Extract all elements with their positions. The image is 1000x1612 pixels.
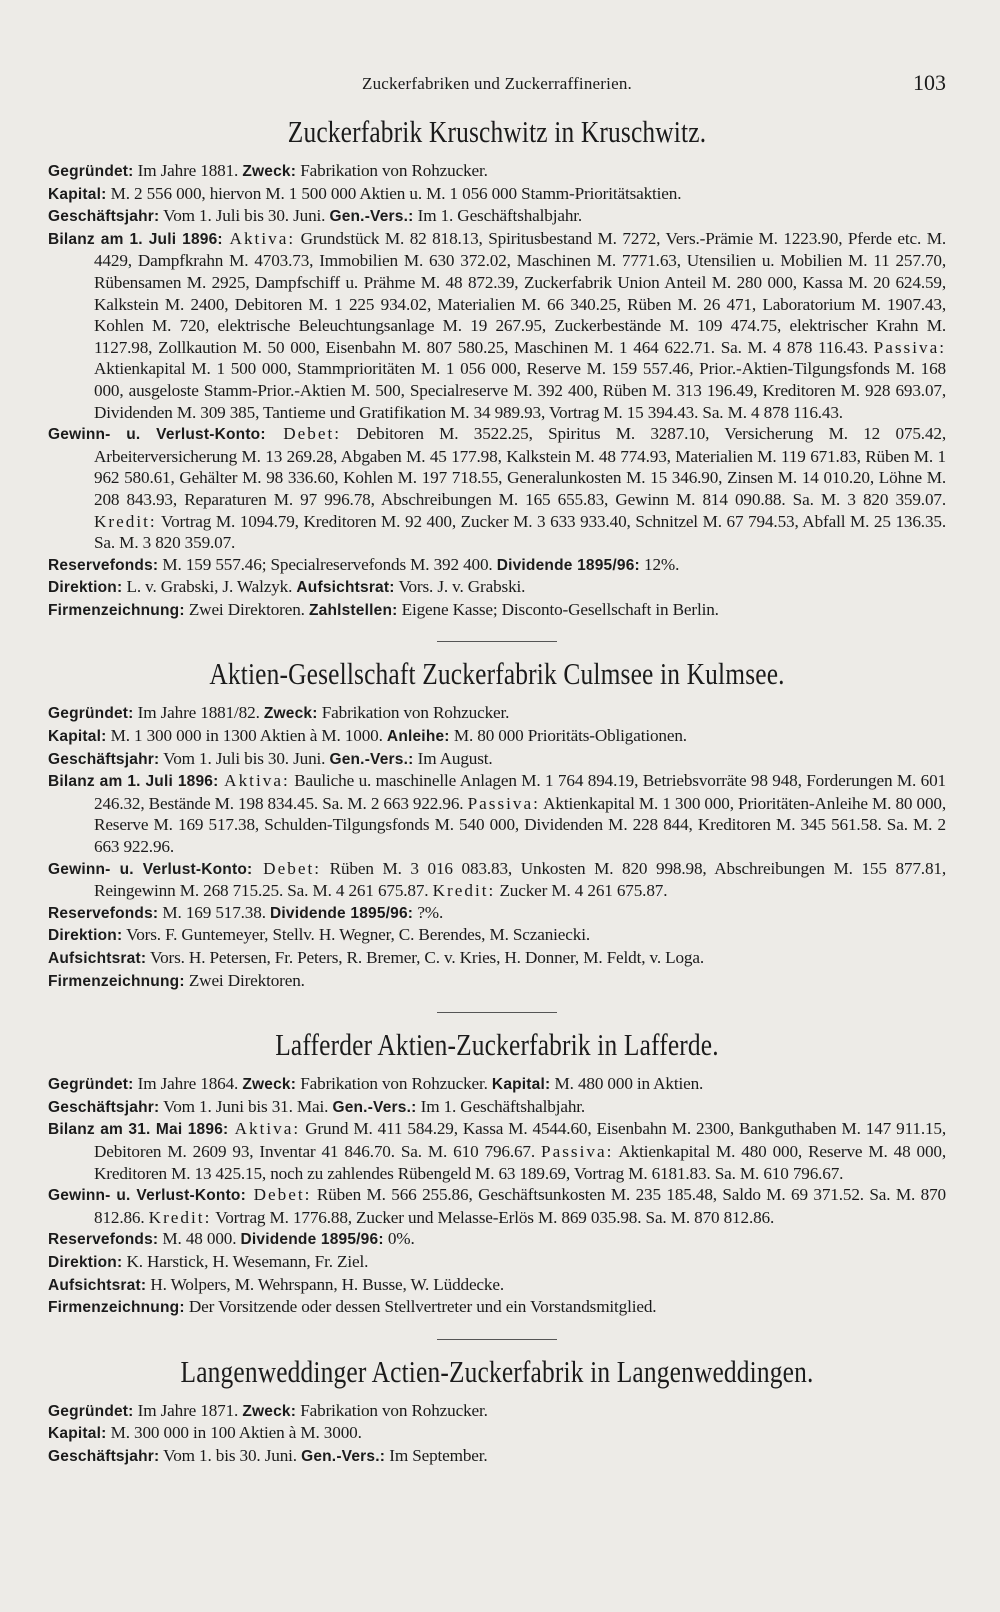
field-text: M. 80 000 Prioritäts-Obligationen. <box>449 726 687 746</box>
field-label: Zweck: <box>242 163 297 180</box>
sub-label: Debet: <box>265 424 342 444</box>
entry-paragraph <box>48 599 946 622</box>
field-text: Vors. J. v. Grabski. <box>394 577 526 597</box>
field-label: Gegründet: <box>48 1076 134 1094</box>
field-text: Zwei Direktoren. <box>184 970 305 990</box>
field-text: Im 1. Geschäftshalbjahr. <box>413 206 583 226</box>
entry-paragraph <box>48 1251 946 1274</box>
field-text: M. 300 000 in 100 Aktien à M. 3000. <box>106 1423 362 1443</box>
field-text: Fabrikation von Rohzucker. <box>296 161 488 180</box>
field-label: Kapital: <box>491 1076 551 1094</box>
entry-paragraph <box>48 160 946 183</box>
field-label: Gewinn- u. Verlust-Konto: <box>48 860 253 878</box>
sections <box>48 114 946 1468</box>
section-title: Zuckerfabrik Kruschwitz in Kruschwitz. <box>287 114 707 149</box>
entry-paragraph <box>48 554 946 577</box>
entry-paragraph <box>48 1184 946 1228</box>
field-label: Direktion: <box>48 927 123 945</box>
field-label: Gegründet: <box>48 1402 134 1420</box>
field-text: M. 48 000. <box>158 1229 241 1249</box>
field-text: Aktienkapital M. 1 500 000, Stammprioritäten M. 1 056 000, Reserve M. 159 557.46, Prior.-Aktien-Tilgungsfonds M. 168 000, ausgeloste Stamm-Prior.-Aktien M. 500, Specialreserve M. 392 400, Rüben M. 313 196.49, Kreditoren M. 928 693.07, Dividenden M. 309 385, Tantieme und Gratifikation M. 34 989.93, Vortrag M. 15 394.43. Sa. M. 4 878 116.43. <box>94 359 946 422</box>
field-text: Zwei Direktoren. <box>184 599 309 619</box>
sub-label: Aktiva: <box>222 228 296 248</box>
entry-paragraph <box>48 205 946 228</box>
field-text: 0%. <box>383 1229 415 1249</box>
field-text: Vors. F. Guntemeyer, Stellv. H. Wegner, C. Berendes, M. Sczaniecki. <box>122 925 590 945</box>
page-number: 103 <box>913 70 946 95</box>
entry-paragraph <box>48 947 946 970</box>
entry-paragraph <box>48 702 946 725</box>
field-label: Direktion: <box>48 579 123 597</box>
company-section <box>48 641 946 992</box>
field-text: Im Jahre 1881/82. <box>133 703 264 723</box>
field-label: Firmenzeichnung: <box>48 972 185 990</box>
field-label: Zweck: <box>263 705 318 723</box>
field-text: Rüben M. 566 255.86, Geschäftsunkosten M. 235 185.48, Saldo M. 69 371.52. Sa. M. 870 812.86. <box>94 1185 946 1227</box>
section-title: Langenweddinger Actien-Zuckerfabrik in Langenweddingen. <box>180 1353 814 1389</box>
field-text: Im September. <box>385 1445 488 1465</box>
entry-paragraph <box>48 858 946 902</box>
entry-paragraph <box>48 970 946 993</box>
field-label: Zweck: <box>242 1076 297 1094</box>
field-label: Reservefonds: <box>48 556 159 574</box>
field-label: Anleihe: <box>386 728 450 746</box>
field-text: M. 169 517.38. <box>158 902 270 922</box>
field-label: Aufsichtsrat: <box>48 1276 147 1294</box>
section-title: Lafferder Aktien-Zuckerfabrik in Lafferde. <box>275 1027 719 1063</box>
field-text: Bauliche u. maschinelle Anlagen M. 1 764 894.19, Betriebsvorräte 98 948, Forderungen M. 601 246.32, Bestände M. 198 834.45. Sa. M. 2 663 922.96. <box>94 771 946 813</box>
field-text: M. 159 557.46; Specialreservefonds M. 392 400. <box>158 554 497 574</box>
field-text: Im Jahre 1871. <box>133 1400 243 1420</box>
section-divider <box>437 1339 557 1340</box>
field-text: ?%. <box>413 902 444 922</box>
entry-paragraph <box>48 924 946 947</box>
entry-paragraph <box>48 1400 946 1423</box>
field-label: Firmenzeichnung: <box>48 1299 185 1317</box>
entry-paragraph <box>48 1296 946 1319</box>
entry-paragraph <box>48 423 946 554</box>
field-label: Aufsichtsrat: <box>48 950 147 967</box>
entry-paragraph <box>48 1096 946 1119</box>
section-divider <box>437 641 557 642</box>
field-text: Vors. H. Petersen, Fr. Peters, R. Bremer, C. v. Kries, H. Donner, M. Feldt, v. Loga. <box>146 948 704 967</box>
entry-paragraph <box>48 1274 946 1297</box>
running-title: Zuckerfabriken und Zuckerraffinerien. <box>362 74 632 93</box>
sub-label: Passiva: <box>467 793 540 813</box>
field-text: Vortrag M. 1776.88, Zucker und Melasse-Erlös M. 869 035.98. Sa. M. 870 812.86. <box>211 1207 775 1227</box>
sub-label: Aktiva: <box>218 771 290 791</box>
field-label: Geschäftsjahr: <box>48 1447 160 1465</box>
field-text: 12%. <box>639 554 680 574</box>
field-label: Firmenzeichnung: <box>48 601 185 619</box>
field-text: Fabrikation von Rohzucker. <box>296 1074 492 1094</box>
sub-label: Aktiva: <box>228 1119 301 1139</box>
sub-label: Debet: <box>252 858 321 878</box>
field-text: H. Wolpers, M. Wehrspann, H. Busse, W. Lüddecke. <box>146 1274 504 1294</box>
page-header <box>48 70 946 100</box>
field-text: Aktienkapital M. 480 000, Reserve M. 48 000, Kreditoren M. 13 425.15, noch zu zahlendes Rübengeld M. 63 189.69, Vortrag M. 6181.83. Sa. M. 610 796.67. <box>94 1141 946 1183</box>
field-text: Eigene Kasse; Disconto-Gesellschaft in Berlin. <box>397 599 719 619</box>
field-text: Fabrikation von Rohzucker. <box>296 1400 488 1420</box>
sub-label: Passiva: <box>541 1141 614 1161</box>
field-label: Gegründet: <box>48 705 134 723</box>
field-text: Debitoren M. 3522.25, Spiritus M. 3287.10, Versicherung M. 12 075.42, Arbeiterversicherung M. 13 269.28, Abgaben M. 45 177.98, Kalkstein M. 48 774.93, Materialien M. 119 671.83, Rüben M. 1 962 580.61, Gehälter M. 98 336.60, Kohlen M. 197 718.55, Generalunkosten M. 15 346.90, Zinsen M. 14 010.20, Löhne M. 208 843.93, Reparaturen M. 97 996.78, Abschreibungen M. 165 655.83, Gewinn M. 814 090.88. Sa. M. 3 820 359.07. <box>94 424 946 509</box>
entry-paragraph <box>48 748 946 771</box>
field-label: Gen.-Vers.: <box>301 1447 386 1465</box>
sub-label: Passiva: <box>873 337 946 357</box>
field-label: Bilanz am 1. Juli 1896: <box>48 230 223 248</box>
field-text: Vom 1. Juli bis 30. Juni. <box>159 206 330 226</box>
field-text: L. v. Grabski, J. Walzyk. <box>122 577 297 597</box>
sub-label: Kredit: <box>432 881 496 901</box>
entry-paragraph <box>48 725 946 748</box>
field-label: Reservefonds: <box>48 1231 159 1249</box>
field-text: Fabrikation von Rohzucker. <box>317 703 510 723</box>
field-text: Zucker M. 4 261 675.87. <box>495 881 668 901</box>
field-label: Gen.-Vers.: <box>329 208 414 226</box>
field-text: M. 1 300 000 in 1300 Aktien à M. 1000. <box>106 726 387 746</box>
section-divider <box>437 1012 557 1013</box>
sub-label: Kredit: <box>148 1207 212 1227</box>
sub-label: Debet: <box>245 1185 312 1205</box>
field-text: Rüben M. 3 016 083.83, Unkosten M. 820 998.98, Abschreibungen M. 155 877.81, Reingewinn M. 268 715.25. Sa. M. 4 261 675.87. <box>94 858 946 901</box>
field-label: Geschäftsjahr: <box>48 208 160 226</box>
field-text: Der Vorsitzende oder dessen Stellvertreter und ein Vorstandsmitglied. <box>184 1297 657 1317</box>
field-label: Kapital: <box>48 728 107 746</box>
entry-paragraph <box>48 1422 946 1445</box>
field-label: Gewinn- u. Verlust-Konto: <box>48 426 266 444</box>
field-text: Vom 1. bis 30. Juni. <box>159 1445 302 1465</box>
field-text: Im Jahre 1864. <box>133 1074 243 1094</box>
field-text: M. 480 000 in Aktien. <box>550 1074 704 1094</box>
field-text: Grundstück M. 82 818.13, Spiritusbestand M. 7272, Vers.-Prämie M. 1223.90, Pferde etc. M. 4429, Dampfkrahn M. 4703.73, Immobilien M. 630 372.02, Maschinen M. 7771.63, Utensilien u. Mobilien M. 11 257.70, Rübensamen M. 2925, Dampfschiff u. Prähme M. 48 872.39, Zuckerfabrik Union Anteil M. 280 000, Kassa M. 20 624.59, Kalkstein M. 2400, Debitoren M. 1 225 934.02, Materialien M. 66 340.25, Rüben M. 26 471, Laboratorium M. 1907.43, Kohlen M. 720, elektrische Beleuchtungsanlage M. 19 267.95, Zuckerbestände M. 109 474.75, elektrischer Krahn M. 1127.98, Zollkaution M. 50 000, Eisenbahn M. 807 580.25, Maschinen M. 1 464 622.71. Sa. M. 4 878 116.43. <box>94 228 946 357</box>
entry-paragraph <box>48 902 946 925</box>
field-text: Vortrag M. 1094.79, Kreditoren M. 92 400, Zucker M. 3 633 933.40, Schnitzel M. 67 794.53, Abfall M. 25 136.35. Sa. M. 3 820 359.07. <box>94 511 946 553</box>
entry-paragraph <box>48 1073 946 1096</box>
field-text: Aktienkapital M. 1 300 000, Prioritäten-Anleihe M. 80 000, Reserve M. 169 517.38, Schulden-Tilgungsfonds M. 540 000, Dividenden M. 228 844, Kreditoren M. 345 561.58. Sa. M. 2 663 922.96. <box>94 793 946 857</box>
field-label: Bilanz am 1. Juli 1896: <box>48 773 219 791</box>
sub-label: Kredit: <box>94 511 157 531</box>
field-label: Geschäftsjahr: <box>48 750 160 768</box>
field-label: Zahlstellen: <box>308 601 398 619</box>
field-text: Vom 1. Juni bis 31. Mai. <box>159 1096 333 1116</box>
section-title: Aktien-Gesellschaft Zuckerfabrik Culmsee in Kulmsee. <box>209 656 785 692</box>
field-label: Dividende 1895/96: <box>270 904 414 922</box>
field-label: Dividende 1895/96: <box>240 1231 384 1249</box>
company-section <box>48 114 946 621</box>
field-text: Im August. <box>413 748 493 768</box>
entry-paragraph <box>48 576 946 599</box>
field-label: Geschäftsjahr: <box>48 1098 160 1116</box>
entry-paragraph <box>48 183 946 206</box>
field-label: Gewinn- u. Verlust-Konto: <box>48 1187 246 1205</box>
company-section <box>48 1339 946 1468</box>
entry-paragraph <box>48 1228 946 1251</box>
field-label: Gen.-Vers.: <box>329 750 414 768</box>
document-page <box>48 70 946 1468</box>
field-label: Dividende 1895/96: <box>496 556 640 574</box>
field-label: Direktion: <box>48 1253 123 1271</box>
entry-paragraph <box>48 228 946 423</box>
field-label: Zweck: <box>242 1402 297 1420</box>
field-text: Vom 1. Juli bis 30. Juni. <box>159 748 330 768</box>
field-label: Reservefonds: <box>48 904 159 922</box>
field-label: Gen.-Vers.: <box>332 1098 417 1116</box>
field-label: Gegründet: <box>48 163 134 180</box>
field-label: Kapital: <box>48 185 107 203</box>
field-text: M. 2 556 000, hiervon M. 1 500 000 Aktien u. M. 1 056 000 Stamm-Prioritätsaktien. <box>106 183 682 203</box>
field-text: K. Harstick, H. Wesemann, Fr. Ziel. <box>122 1251 369 1271</box>
field-label: Bilanz am 31. Mai 1896: <box>48 1121 229 1139</box>
entry-paragraph <box>48 1445 946 1468</box>
field-text: Im Jahre 1881. <box>133 161 243 180</box>
field-text: Grund M. 411 584.29, Kassa M. 4544.60, Eisenbahn M. 2300, Bankguthaben M. 147 911.15, Debitoren M. 2609 93, Inventar 41 846.70. Sa. M. 610 796.67. <box>94 1119 947 1161</box>
field-label: Aufsichtsrat: <box>296 579 395 597</box>
field-label: Kapital: <box>48 1425 107 1443</box>
entry-paragraph <box>48 770 946 857</box>
company-section <box>48 1012 946 1319</box>
entry-paragraph <box>48 1118 946 1184</box>
field-text: Im 1. Geschäftshalbjahr. <box>416 1096 586 1116</box>
